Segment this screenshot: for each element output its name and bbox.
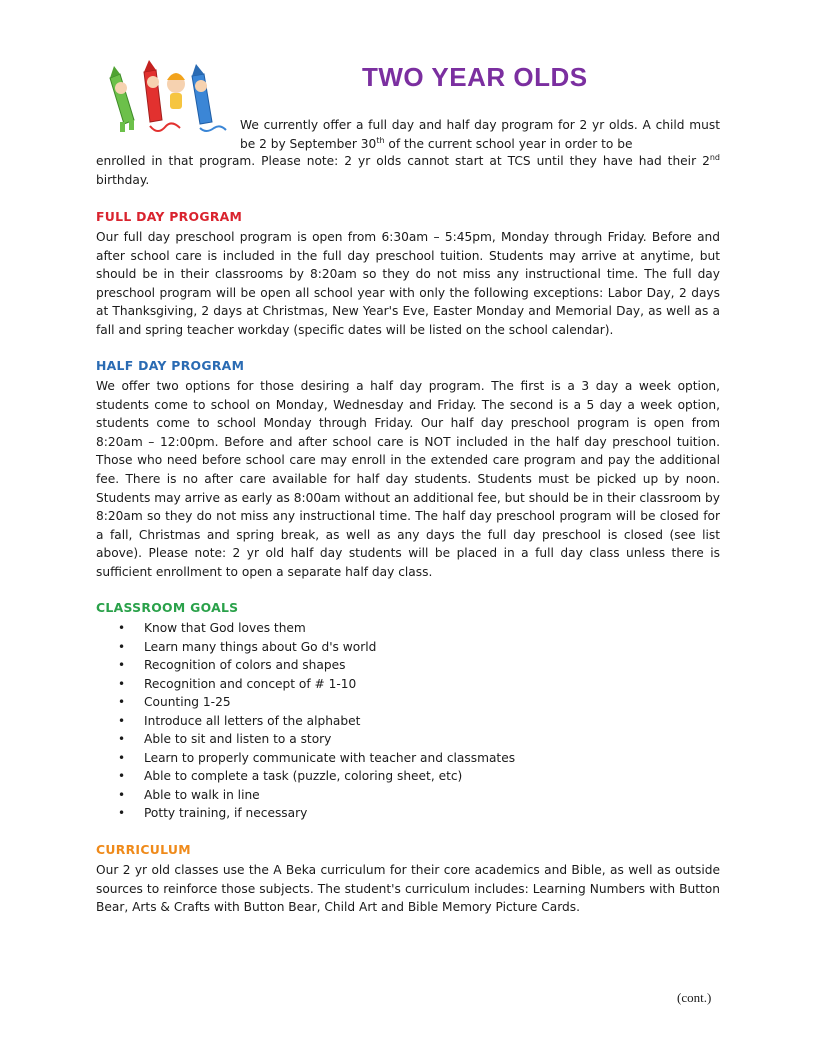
- list-item: • Counting 1-25: [112, 693, 515, 712]
- list-item: • Able to complete a task (puzzle, coloring sheet, etc): [112, 767, 515, 786]
- half-day-heading: HALF DAY PROGRAM: [96, 358, 245, 373]
- list-item: • Know that God loves them: [112, 619, 515, 638]
- full-day-text: Our full day preschool program is open from 6:30am – 5:45pm, Monday through Friday. Before and after school care is included in the full day preschool tuition. Students may arrive at anytime, but should be in their classrooms by 8:20am so they do not miss any instructional time. The full day preschool program will be open all school year with only the following exceptions: Labor Day, 2 days at Thanksgiving, 2 days at Christmas, New Year's Eve, Easter Monday and Memorial Day, as well as a fall and spring teacher workday (specific dates will be listed on the school calendar).: [96, 230, 720, 337]
- classroom-goals-heading: CLASSROOM GOALS: [96, 600, 239, 615]
- page-title: TWO YEAR OLDS: [362, 62, 588, 92]
- list-item: • Able to sit and listen to a story: [112, 730, 515, 749]
- list-item: • Introduce all letters of the alphabet: [112, 712, 515, 731]
- curriculum-heading: CURRICULUM: [96, 842, 191, 857]
- half-day-text: We offer two options for those desiring a half day program. The first is a 3 day a week option, students come to school on Monday, Wednesday and Friday. The second is a 5 day a week option, students come to school Monday through Friday. Our half day preschool program is open from 8:20am – 12:00pm. Before and after school care is NOT included in the half day preschool tuition. Those who need before school care may enroll in the extended care program and pay the additional fee. There is no after care available for half day students. Students must be picked up by noon. Students may arrive as early as 8:00am without an additional fee, but should be in their classroom by 8:20am so they do not miss any instructional time. The half day preschool program will be closed for a fall, Christmas and spring break, as well as any days the full day preschool is closed (see list above). Please note: 2 yr old half day students will be placed in a full day class unless there is sufficient enrollment to open a separate half day class.: [96, 379, 720, 579]
- intro-paragraph-bottom: enrolled in that program. Please note: 2 yr olds cannot start at TCS until they have had their 2nd birthday.: [96, 152, 720, 187]
- green-crayon: [110, 66, 134, 132]
- list-item: • Learn to properly communicate with teacher and classmates: [112, 749, 515, 768]
- continued-note: (cont.): [677, 990, 712, 1005]
- list-item: • Able to walk in line: [112, 786, 515, 805]
- yellow-kid: [167, 73, 185, 109]
- list-item: • Recognition of colors and shapes: [112, 656, 515, 675]
- full-day-heading: FULL DAY PROGRAM: [96, 209, 243, 224]
- intro-paragraph-top: We currently offer a full day and half day program for 2 yr olds. A child must be 2 by September 30th of the current school year in order to be: [240, 118, 720, 151]
- curriculum-text: Our 2 yr old classes use the A Beka curriculum for their core academics and Bible, as well as outside sources to reinforce those subjects. The student's curriculum includes: Learning Numbers with Button Bear, Arts & Crafts with Button Bear, Child Art and Bible Memory Picture Cards.: [96, 863, 720, 915]
- blue-crayon: [192, 64, 226, 131]
- classroom-goals-list: [112, 619, 515, 823]
- crayon-kids-illustration: [100, 60, 230, 138]
- list-item: • Potty training, if necessary: [112, 804, 515, 823]
- list-item: • Learn many things about Go d's world: [112, 638, 515, 657]
- list-item: • Recognition and concept of # 1-10: [112, 675, 515, 694]
